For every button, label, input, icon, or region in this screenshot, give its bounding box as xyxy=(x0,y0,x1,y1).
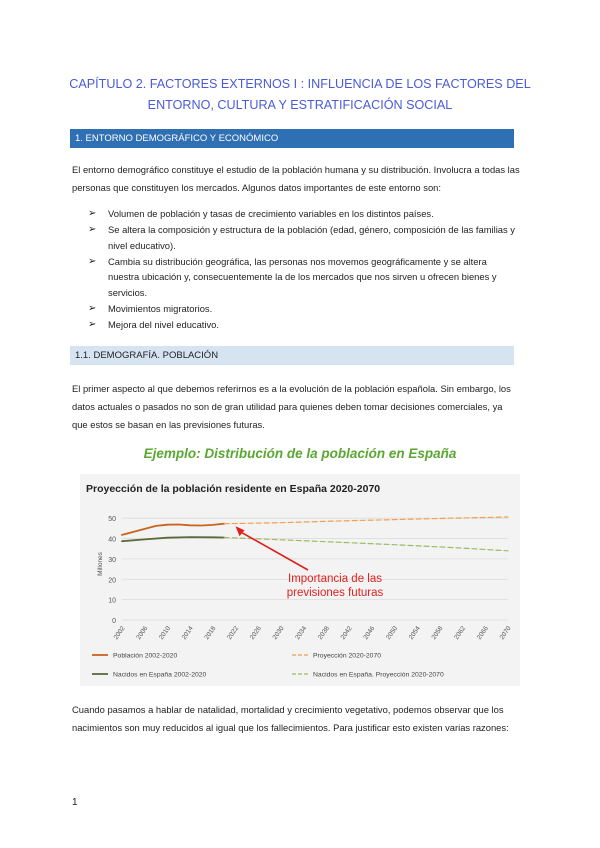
arrow-bullet-icon: ➢ xyxy=(88,208,97,219)
chart-title: Proyección de la población residente en España 2020-2070 xyxy=(86,483,381,495)
legend-label-4: Nacidos en España. Proyección 2020-2070 xyxy=(313,671,444,679)
legend-label-1: Población 2002-2020 xyxy=(113,652,178,660)
annotation-arrow-line xyxy=(240,531,308,570)
list-item xyxy=(88,222,520,253)
series-line-4 xyxy=(224,538,508,551)
chart-svg xyxy=(80,474,520,686)
arrow-bullet-icon: ➢ xyxy=(88,255,97,267)
list-item-text: Movimientos migratorios. xyxy=(108,302,213,314)
page-number: 1 xyxy=(72,797,78,808)
x-tick-label: 2030 xyxy=(271,625,286,641)
section-heading-entorno: 1. ENTORNO DEMOGRÁFICO Y ECONÓMICO xyxy=(70,129,514,148)
y-tick-label: 50 xyxy=(108,516,116,524)
x-tick-label: 2050 xyxy=(385,625,400,641)
poblacion-paragraph: El primer aspecto al que debemos referirnos es a la evolución de la población española. Sin embargo, los datos actuales o pasados no son de gran utilidad para quienes deben tomar decisiones comerciales, ya que estos se basan en las previsiones futuras. xyxy=(72,383,511,430)
x-tick-label: 2002 xyxy=(112,625,127,641)
y-axis-label: Millones xyxy=(97,552,104,576)
legend-label-2: Proyección 2020-2070 xyxy=(313,652,382,660)
y-tick-label: 40 xyxy=(108,536,116,544)
x-tick-label: 2034 xyxy=(294,625,309,641)
y-tick-label: 0 xyxy=(112,618,116,625)
chapter-title xyxy=(60,74,540,116)
x-tick-label: 2070 xyxy=(498,625,513,641)
series-line-3 xyxy=(122,537,224,541)
y-tick-label: 20 xyxy=(108,577,116,585)
x-tick-label: 2042 xyxy=(339,625,354,641)
list-item xyxy=(88,301,520,317)
x-tick-label: 2026 xyxy=(248,625,263,641)
arrow-bullet-icon: ➢ xyxy=(88,302,97,314)
y-tick-label: 30 xyxy=(108,556,116,564)
intro-paragraph: El entorno demográfico constituye el estudio de la población humana y su distribución. Involucra a todas las personas que constituyen los mercados. Algunos datos importantes de este entorno son: xyxy=(72,164,520,193)
bullet-list xyxy=(88,206,520,333)
x-tick-label: 2066 xyxy=(475,625,490,641)
arrow-bullet-icon: ➢ xyxy=(88,318,97,330)
legend-label-3: Nacidos en España 2002-2020 xyxy=(113,671,207,679)
list-item xyxy=(88,317,520,333)
x-tick-label: 2010 xyxy=(158,625,173,641)
chapter-title-line-2: ENTORNO, CULTURA Y ESTRATIFICACIÓN SOCIAL xyxy=(147,98,453,112)
x-tick-label: 2018 xyxy=(203,625,218,641)
annotation-text-line-1: Importancia de las xyxy=(288,573,382,585)
y-tick-label: 10 xyxy=(108,597,116,605)
population-chart xyxy=(80,474,520,686)
natalidad-paragraph: Cuando pasamos a hablar de natalidad, mortalidad y crecimiento vegetativo, podemos observar que los nacimientos son muy reducidos al igual que los fallecimientos. Para justificar esto existen varias razones: xyxy=(72,704,509,733)
x-tick-label: 2046 xyxy=(362,625,377,641)
x-tick-label: 2006 xyxy=(135,625,150,641)
arrow-bullet-icon: ➢ xyxy=(88,224,97,235)
section-heading-demografia: 1.1. DEMOGRAFÍA. POBLACIÓN xyxy=(70,346,514,365)
list-item xyxy=(88,206,520,222)
list-item-text: Mejora del nivel educativo. xyxy=(108,318,219,330)
chapter-title-line-1: CAPÍTULO 2. FACTORES EXTERNOS I : INFLUENCIA DE LOS FACTORES DEL xyxy=(69,77,531,91)
list-item-text: Volumen de población y tasas de crecimiento variables en los distintos países. xyxy=(108,208,434,219)
example-title: Ejemplo: Distribución de la población en España xyxy=(143,446,457,461)
annotation-arrowhead-icon xyxy=(236,526,245,536)
list-item-text: Se altera la composición y estructura de la población (edad, género, composición de las familias y nivel educativo). xyxy=(108,224,515,251)
list-item xyxy=(88,254,520,301)
x-tick-label: 2038 xyxy=(316,625,331,641)
annotation-text-line-2: previsiones futuras xyxy=(286,587,384,599)
x-tick-label: 2062 xyxy=(453,625,468,641)
x-tick-label: 2022 xyxy=(226,625,241,641)
list-item-text: Cambia su distribución geográfica, las personas nos movemos geográficamente y se altera nuestra ubicación y, consecuentemente la de los mercados que nos sirven u ofrecen bienes y servicios. xyxy=(108,255,497,298)
series-line-1 xyxy=(122,524,224,535)
x-tick-label: 2054 xyxy=(407,625,422,641)
x-tick-label: 2014 xyxy=(180,625,195,641)
x-tick-label: 2058 xyxy=(430,625,445,641)
